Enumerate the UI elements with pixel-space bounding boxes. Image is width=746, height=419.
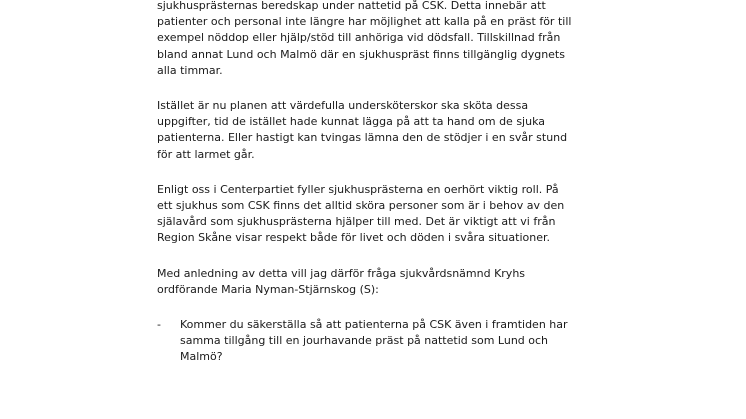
paragraph-2: Istället är nu planen att värdefulla undersköterskor ska sköta dessa uppgifter, tid de istället hade kunnat lägga på att ta hand om de sjuka patienterna. Eller hastigt kan tvingas lämna den de stödjer i en svår stund för att larmet går. (157, 99, 568, 161)
question-text: Kommer du säkerställa så att patienterna på CSK även i framtiden har samma tillgång till en jourhavande präst på nattetid som Lund och Malmö? (180, 318, 568, 364)
paragraph-1: sjukhusprästernas beredskap under nattetid på CSK. Detta innebär att patienter och personal inte längre har möjlighet att kalla på en präst för till exempel nöddop eller hjälp/stöd till anhöriga vid dödsfall. Tillskillnad från bland annat Lund och Malmö där en sjukhuspräst finns tillgänglig dygnets alla timmar. (157, 0, 572, 77)
question-list-item (157, 317, 597, 366)
list-bullet: - (157, 318, 161, 332)
paragraph-3: Enligt oss i Centerpartiet fyller sjukhusprästerna en oerhört viktig roll. På ett sjukhus som CSK finns det alltid sköra personer som är i behov av den själavård som sjukhusprästerna hjälper till med. Det är viktigt att vi från Region Skåne visar respekt både för livet och döden i svåra situationer. (157, 182, 565, 245)
paragraph-4: Med anledning av detta vill jag därför fråga sjukvårdsnämnd Kryhs ordförande Maria Nyman-Stjärnskog (S): (157, 266, 526, 296)
document-page (157, 0, 597, 366)
